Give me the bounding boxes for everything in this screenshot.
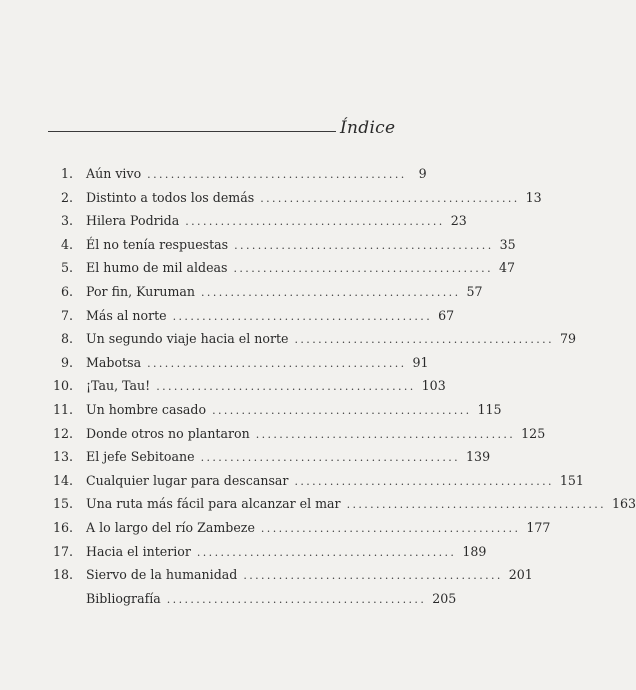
- toc-entry-title: Él no tenía respuestas: [86, 236, 229, 252]
- toc-entry-number: 16.: [52, 519, 73, 535]
- toc-entry-title: Un segundo viaje hacia el norte: [86, 331, 289, 347]
- toc-entry-title: Cualquier lugar para descansar: [86, 472, 289, 488]
- toc-entry-title: Hacia el interior: [86, 543, 191, 559]
- toc-entry-page: 163: [612, 496, 636, 512]
- toc-entry-title: Más al norte: [86, 307, 167, 323]
- toc-entry: [48, 445, 491, 469]
- toc-entry-title: Hilera Podrida: [86, 213, 180, 229]
- toc-dot-leader: ............................................: [147, 356, 407, 370]
- toc-entry-page: 201: [508, 567, 533, 583]
- toc-dot-leader: ............................................: [260, 191, 520, 205]
- toc-dot-leader: ............................................: [243, 569, 503, 583]
- toc-entry: [48, 540, 487, 564]
- toc-entry: [48, 256, 515, 280]
- toc-dot-leader: ............................................: [346, 498, 607, 512]
- toc-dot-leader: ............................................: [260, 521, 521, 535]
- toc-entry-page: 139: [466, 449, 491, 465]
- toc-entry-page: 67: [438, 307, 455, 323]
- toc-entry-number: 12.: [52, 425, 73, 441]
- toc-entry-title: Por fin, Kuruman: [86, 283, 196, 299]
- toc-entry-number: 7.: [60, 307, 73, 323]
- toc-entry-page: 103: [421, 378, 446, 394]
- page-title: Índice: [340, 118, 396, 138]
- toc-entry-page: 205: [432, 590, 457, 606]
- toc-entry-number: 10.: [52, 378, 73, 394]
- toc-entry: [48, 233, 516, 257]
- toc-dot-leader: ............................................: [200, 451, 461, 465]
- toc-entry-number: 8.: [60, 331, 73, 347]
- toc-entry-page: 91: [412, 354, 429, 370]
- toc-entry-page: 35: [499, 236, 516, 252]
- toc-entry-page: 115: [477, 401, 502, 417]
- toc-entry-title: Una ruta más fácil para alcanzar el mar: [86, 496, 341, 512]
- toc-entry: [48, 516, 551, 540]
- toc-entry-number: 1.: [60, 166, 73, 181]
- toc-entry: [48, 398, 502, 422]
- toc-entry-number: 2.: [60, 189, 73, 205]
- toc-dot-leader: ............................................: [294, 474, 554, 488]
- toc-entry-page: 189: [462, 543, 487, 559]
- toc-entry-page: 79: [559, 331, 576, 347]
- header-rule: [48, 131, 336, 132]
- toc-dot-leader: ............................................: [147, 168, 407, 181]
- toc-entry: [48, 492, 636, 516]
- toc-entry-title: Bibliografía: [86, 590, 161, 606]
- toc-entry: [48, 186, 542, 210]
- toc-entry-page: 13: [525, 189, 542, 205]
- toc-entry-title: Siervo de la humanidad: [86, 567, 238, 583]
- toc-entry-title: Aún vivo: [86, 166, 142, 181]
- toc-entry-number: 6.: [60, 283, 73, 299]
- toc-entry-number: 18.: [52, 567, 73, 583]
- toc-entry-number: 11.: [52, 401, 73, 417]
- toc-entry-page: 23: [450, 213, 467, 229]
- toc-dot-leader: ............................................: [201, 285, 461, 299]
- toc-entry-number: 4.: [60, 236, 73, 252]
- toc-entry-page: 177: [526, 519, 551, 535]
- toc-entry-title: ¡Tau, Tau!: [86, 378, 151, 394]
- toc-dot-leader: ............................................: [212, 403, 472, 417]
- toc-entry: [48, 162, 427, 186]
- toc-entry-number: 9.: [60, 354, 73, 370]
- toc-entry-title: A lo largo del río Zambeze: [86, 519, 255, 535]
- toc-entry-title: Un hombre casado: [86, 401, 207, 417]
- toc-entry: [48, 563, 533, 587]
- toc-entry-number: 5.: [60, 260, 73, 276]
- toc-entry: [48, 351, 429, 375]
- toc-entry-number: 14.: [52, 472, 73, 488]
- toc-entry: [48, 374, 446, 398]
- toc-entry-page: 9: [418, 166, 427, 181]
- table-of-contents: [48, 162, 636, 610]
- toc-entry-page: 47: [498, 260, 515, 276]
- toc-dot-leader: ............................................: [294, 333, 554, 347]
- toc-entry-number: 3.: [60, 213, 73, 229]
- toc-entry-title: Distinto a todos los demás: [86, 189, 255, 205]
- toc-dot-leader: ............................................: [196, 545, 457, 559]
- toc-entry: [48, 209, 467, 233]
- toc-entry-title: El jefe Sebitoane: [86, 449, 195, 465]
- toc-entry-number: 17.: [52, 543, 73, 559]
- toc-entry-title: Mabotsa: [86, 354, 142, 370]
- toc-entry-title: Donde otros no plantaron: [86, 425, 250, 441]
- toc-entry-page: 151: [559, 472, 584, 488]
- toc-dot-leader: ............................................: [255, 427, 516, 441]
- toc-dot-leader: ............................................: [166, 592, 427, 606]
- toc-dot-leader: ............................................: [172, 309, 433, 323]
- toc-entry: [48, 280, 483, 304]
- toc-entry: [48, 304, 455, 328]
- toc-entry-page: 57: [466, 283, 483, 299]
- toc-entry: [48, 587, 457, 611]
- toc-entry-number: 13.: [52, 449, 73, 465]
- toc-entry-number: 15.: [52, 496, 73, 512]
- toc-dot-leader: ............................................: [233, 262, 493, 276]
- toc-entry: [48, 327, 576, 351]
- toc-entry: [48, 422, 546, 446]
- toc-entry-page: 125: [521, 425, 546, 441]
- toc-dot-leader: ............................................: [234, 238, 494, 252]
- toc-entry-title: El humo de mil aldeas: [86, 260, 228, 276]
- toc-entry: [48, 469, 584, 493]
- toc-dot-leader: ............................................: [185, 215, 445, 229]
- toc-dot-leader: ............................................: [156, 380, 416, 394]
